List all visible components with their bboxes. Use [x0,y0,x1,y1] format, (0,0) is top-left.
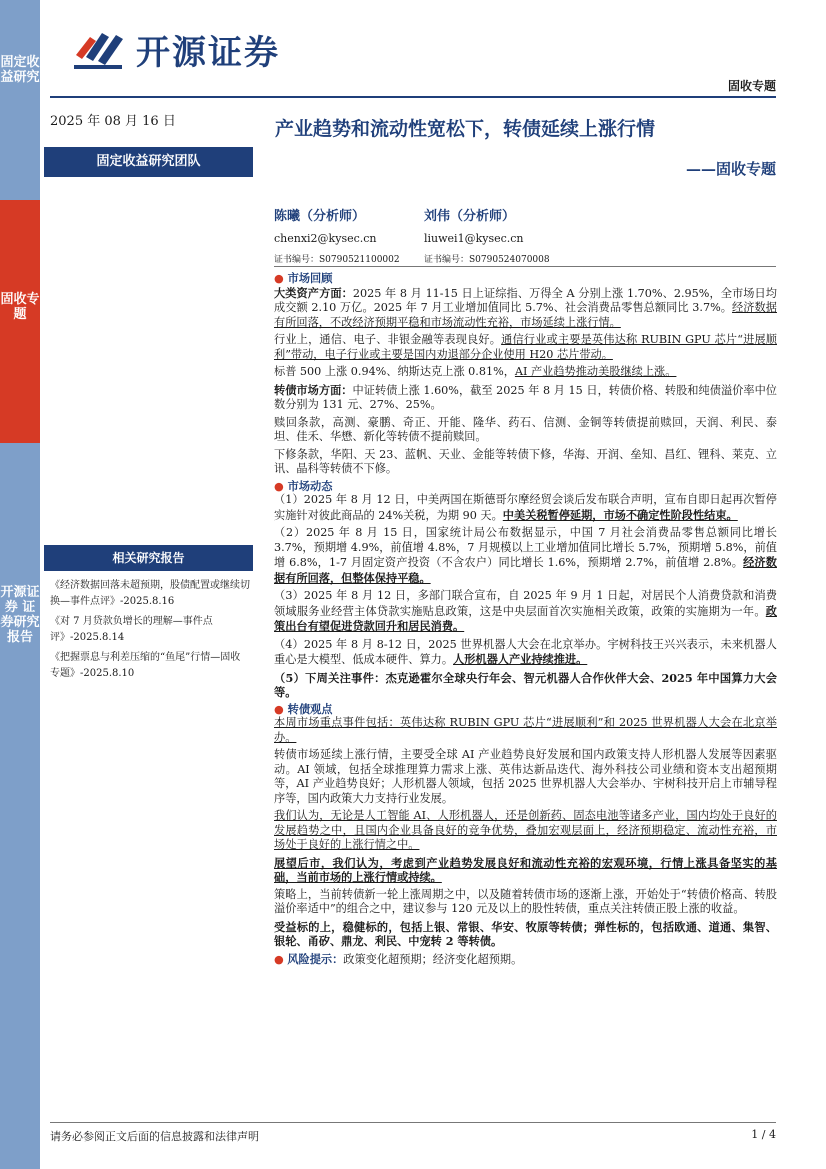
sidebar [0,0,40,1169]
paragraph: 转债市场方面：中证转债上涨 1.60%，截至 2025 年 8 月 15 日，转债价格、转股和纯债溢价率中位数分别为 131 元、27%、25%。 [274,382,777,411]
related-reports-list [50,578,250,686]
paragraph: （3）2025 年 8 月 12 日，多部门联合宣布，自 2025 年 9 月 1 日起，对居民个人消费贷款和消费领域服务业经营主体贷款实施贴息政策，这是中央层面首次实施相关政策，政策的实施期为一年。政策出台有望促进贷款回升和居民消费。 [274,589,777,633]
page-number: 1 / 4 [751,1128,776,1141]
logo-mark-icon [72,25,126,73]
paragraph: 受益标的上，稳健标的，包括上银、常银、华安、牧原等转债；弹性标的，包括欧通、道通、集智、银轮、甬矽、鼎龙、利民、中宠转 2 等转债。 [274,919,777,948]
logo-text: 开源证券 [136,32,280,73]
section-heading-market-review: ● 市场回顾 [274,271,333,285]
sidebar-band-bottom [0,443,40,1169]
report-date: 2025 年 08 月 16 日 [50,114,176,129]
sidebar-label-research: 固定收益研究 [0,55,40,85]
footer-divider [50,1122,776,1123]
report-title: 产业趋势和流动性宽松下，转债延续上涨行情 [275,118,656,140]
analyst-cert: 证书编号：S0790524070008 [424,255,550,265]
analyst-email: liuwei1@kysec.cn [424,232,524,245]
analyst-name: 刘伟（分析师） [424,209,516,224]
paragraph: 行业上，通信、电子、非银金融等表现良好。通信行业或主要是英伟达称 RUBIN GPU 芯片“进展顺利”带动，电子行业或主要是国内劝退部分企业使用 H20 芯片带动。 [274,333,777,361]
paragraph: （1）2025 年 8 月 12 日，中美两国在斯德哥尔摩经贸会谈后发布联合声明，宣布自即日起再次暂停实施针对彼此商品的 24%关税，为期 90 天。中美关税暂停延期，市场不确定性阶段性结束。 [274,493,777,522]
paragraph: 转债市场延续上涨行情，主要受全球 AI 产业趋势良好发展和国内政策支持人形机器人发展等因素驱动。AI 领域，包括全球推理算力需求上涨、英伟达新品迭代、海外科技公司业绩和资本支出超预期等，AI 产业趋势良好；人形机器人领域，包括 2025 世界机器人大会举办、宇树科技开启上市辅导程序等，国内政策大力支持行业发展。 [274,748,777,805]
section-heading-market-news: ● 市场动态 [274,478,333,493]
analyst-divider [274,266,776,267]
sidebar-label-company: 开源证券 证券研究报告 [0,585,40,645]
report-type-tag: 固收专题 [727,79,776,93]
report-subtitle: ——固收专题 [685,160,776,178]
bullet-icon: ● [274,952,284,966]
analyst-email: chenxi2@kysec.cn [274,232,377,245]
paragraph: 大类资产方面：2025 年 8 月 11-15 日上证综指、万得全 A 分别上涨 1.70%、2.95%，全市场日均成交额 2.10 万亿。2025 年 7 月工业增加值同比 5.7%、社会消费品零售总额同比 3.7%。经济数据有所回落，不改经济预期平稳和市场流动性充裕，市场延续上涨行情。 [274,285,777,329]
bullet-icon: ● [274,271,284,285]
bullet-icon: ● [274,701,284,716]
paragraph: 下修条款，华阳、天 23、蓝帆、天业、金能等转债下修，华海、开润、垒知、昌红、锂科、莱克、立讯、晶科等转债不下修。 [274,447,777,475]
paragraph: 策略上，当前转债新一轮上涨周期之中，以及随着转债市场的逐渐上涨，开始处于“转债价格高、转股溢价率适中”的组合之中，建议参与 120 元及以上的股性转债，重点关注转债正股上涨的收益。 [274,887,777,915]
related-report-link[interactable]: 《把握票息与利差压缩的“鱼尾”行情—固收专题》-2025.8.10 [50,652,241,679]
paragraph: 标普 500 上涨 0.94%、纳斯达克上涨 0.81%，AI 产业趋势推动美股继续上涨。 [274,365,677,378]
related-report-link[interactable]: 《经济数据回落未超预期，股债配置或继续切换—事件点评》-2025.8.16 [50,580,250,607]
bullet-icon: ● [274,478,284,493]
analyst-card [424,205,664,265]
company-logo [72,24,280,74]
team-label: 固定收益研究团队 [44,147,253,177]
paragraph: （4）2025 年 8 月 8-12 日，2025 世界机器人大会在北京举办。宇树科技王兴兴表示，未来机器人重心是大模型、低成本硬件、算力。人形机器人产业持续推进。 [274,637,777,666]
paragraph: （5）下周关注事件：杰克逊霍尔全球央行年会、智元机器人合作伙伴大会、2025 年中国算力大会等。 [274,670,777,699]
paragraph: 我们认为，无论是人工智能 AI、人形机器人，还是创新药、固态电池等诸多产业，国内均处于良好的发展趋势之中，且国内企业具备良好的竞争优势，叠加宏观层面上，经济预期稳定、流动性充裕，市场处于良好的上涨行情之中。 [274,809,777,851]
header-divider [50,96,776,98]
sidebar-band-top [0,0,40,200]
risk-line: ● 风险提示：政策变化超预期；经济变化超预期。 [274,951,523,966]
analyst-name: 陈曦（分析师） [274,209,366,224]
section-heading-cb-view: ● 转债观点 [274,701,333,716]
footer-disclaimer: 请务必参阅正文后面的信息披露和法律声明 [50,1130,259,1143]
paragraph: 赎回条款，高测、豪鹏、奇正、开能、隆华、药石、信测、金铜等转债提前赎回，天润、利民、泰坦、佳禾、华懋、新化等转债不提前赎回。 [274,415,777,443]
paragraph: 本周市场重点事件包括：英伟达称 RUBIN GPU 芯片“进展顺利”和 2025 世界机器人大会在北京举办。 [274,716,777,744]
related-report-link[interactable]: 《对 7 月贷款负增长的理解—事件点评》-2025.8.14 [50,616,213,643]
paragraph: （2）2025 年 8 月 15 日，国家统计局公布数据显示，中国 7 月社会消费品零售总额同比增长 3.7%，预期增 4.9%，前值增 4.8%，7 月规模以上工业增加值同比增长 5.7%，预期增 5.8%，前值增 6.8%，1-7 月固定资产投资（不含农户）同比增长 1.6%，预期增 2.7%，前值增 2.8%。经济数据有所回落，但整体保持平稳。 [274,526,777,585]
sidebar-label-topic: 固收专题 [0,292,40,322]
analyst-cert: 证书编号：S0790521100002 [274,255,400,265]
related-reports-label: 相关研究报告 [44,545,253,571]
paragraph: 展望后市，我们认为，考虑到产业趋势发展良好和流动性充裕的宏观环境，行情上涨具备坚实的基础，当前市场的上涨行情或持续。 [274,855,777,884]
report-body [274,269,777,967]
